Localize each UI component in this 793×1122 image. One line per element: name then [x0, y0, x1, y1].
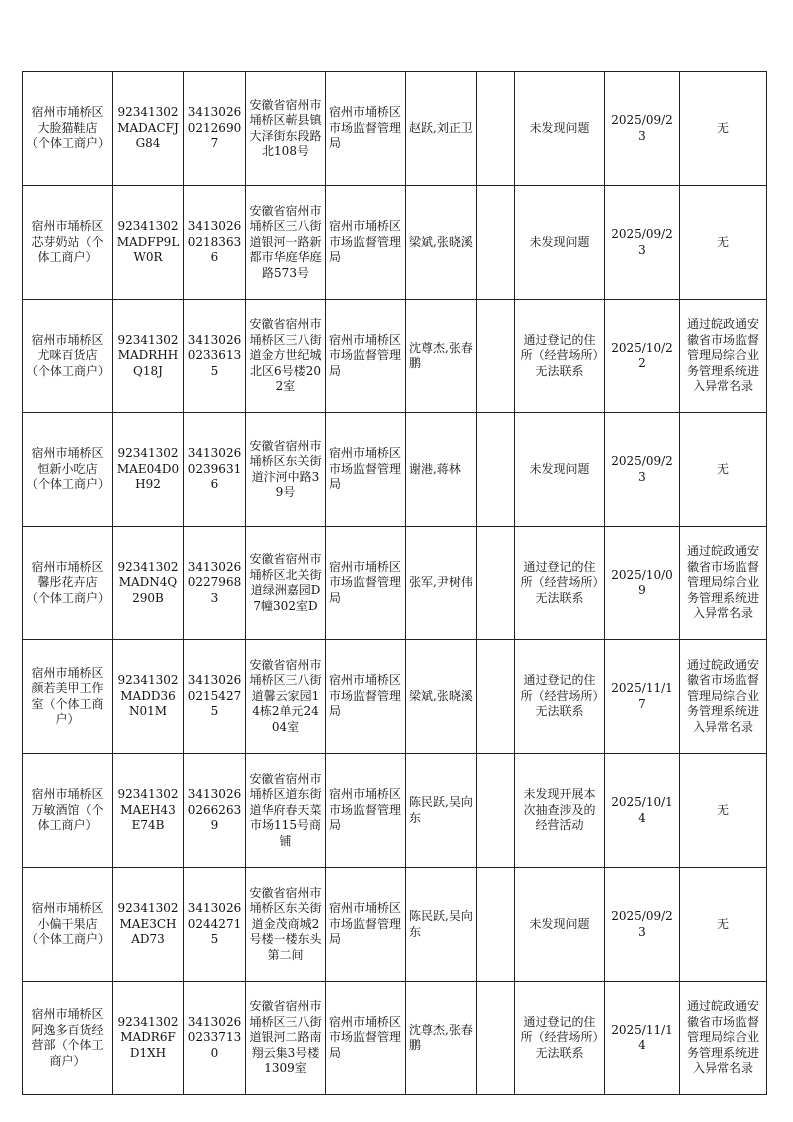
blank-cell	[477, 72, 515, 186]
registration-number: 341302602183636	[184, 186, 246, 300]
inspectors: 沈尊杰,张春鹏	[406, 300, 477, 413]
inspection-result: 未发现问题	[515, 413, 605, 527]
inspection-date: 2025/09/23	[605, 868, 680, 982]
address: 安徽省宿州市埇桥区东关街道金茂商城2号楼一楼东头第二间	[246, 868, 326, 982]
handling-result: 通过皖政通安徽省市场监督管理局综合业务管理系统进入异常名录	[680, 527, 767, 640]
inspection-result: 未发现问题	[515, 186, 605, 300]
inspection-result: 通过登记的住所（经营场所）无法联系	[515, 527, 605, 640]
department: 宿州市埇桥区市场监督管理局	[326, 413, 406, 527]
handling-result: 无	[680, 413, 767, 527]
credit-code: 92341302MADN4Q290B	[113, 527, 184, 640]
handling-result: 通过皖政通安徽省市场监督管理局综合业务管理系统进入异常名录	[680, 300, 767, 413]
business-name: 宿州市埇桥区尤咪百货店（个体工商户）	[23, 300, 113, 413]
handling-result: 无	[680, 72, 767, 186]
inspection-result: 未发现问题	[515, 72, 605, 186]
table-row	[23, 754, 767, 868]
business-name: 宿州市埇桥区恒新小吃店（个体工商户）	[23, 413, 113, 527]
registration-number: 341302602442715	[184, 868, 246, 982]
inspectors: 沈尊杰,张春鹏	[406, 982, 477, 1095]
address: 安徽省宿州市埇桥区北关街道绿洲嘉园D7幢302室D	[246, 527, 326, 640]
table-row	[23, 640, 767, 754]
business-name: 宿州市埇桥区馨彤花卉店（个体工商户）	[23, 527, 113, 640]
inspection-date: 2025/10/22	[605, 300, 680, 413]
table-body	[23, 72, 767, 1095]
inspectors: 张军,尹树伟	[406, 527, 477, 640]
inspectors: 梁斌,张晓溪	[406, 186, 477, 300]
department: 宿州市埇桥区市场监督管理局	[326, 640, 406, 754]
blank-cell	[477, 413, 515, 527]
business-name: 宿州市埇桥区万敏酒馆（个体工商户）	[23, 754, 113, 868]
handling-result: 通过皖政通安徽省市场监督管理局综合业务管理系统进入异常名录	[680, 982, 767, 1095]
blank-cell	[477, 754, 515, 868]
blank-cell	[477, 300, 515, 413]
blank-cell	[477, 640, 515, 754]
blank-cell	[477, 868, 515, 982]
inspectors: 陈民跃,吴向东	[406, 868, 477, 982]
handling-result: 无	[680, 754, 767, 868]
inspection-date: 2025/11/14	[605, 982, 680, 1095]
inspection-date: 2025/09/23	[605, 413, 680, 527]
department: 宿州市埇桥区市场监督管理局	[326, 868, 406, 982]
table-row	[23, 527, 767, 640]
inspectors: 陈民跃,吴向东	[406, 754, 477, 868]
registration-number: 341302602126907	[184, 72, 246, 186]
credit-code: 92341302MAEH43E74B	[113, 754, 184, 868]
registration-number: 341302602154275	[184, 640, 246, 754]
department: 宿州市埇桥区市场监督管理局	[326, 982, 406, 1095]
table-row	[23, 868, 767, 982]
department: 宿州市埇桥区市场监督管理局	[326, 527, 406, 640]
inspection-result: 通过登记的住所（经营场所）无法联系	[515, 300, 605, 413]
registration-number: 341302602662639	[184, 754, 246, 868]
inspection-result: 通过登记的住所（经营场所）无法联系	[515, 982, 605, 1095]
table-row	[23, 300, 767, 413]
address: 安徽省宿州市埇桥区东关街道汴河中路39号	[246, 413, 326, 527]
inspection-date: 2025/09/23	[605, 186, 680, 300]
department: 宿州市埇桥区市场监督管理局	[326, 754, 406, 868]
handling-result: 无	[680, 186, 767, 300]
credit-code: 92341302MADR6FD1XH	[113, 982, 184, 1095]
inspection-date: 2025/11/17	[605, 640, 680, 754]
credit-code: 92341302MADD36N01M	[113, 640, 184, 754]
business-name: 宿州市埇桥区颜若美甲工作室（个体工商户）	[23, 640, 113, 754]
inspection-date: 2025/10/14	[605, 754, 680, 868]
department: 宿州市埇桥区市场监督管理局	[326, 72, 406, 186]
address: 安徽省宿州市埇桥区蕲县镇大泽街东段路北108号	[246, 72, 326, 186]
credit-code: 92341302MADACFJG84	[113, 72, 184, 186]
department: 宿州市埇桥区市场监督管理局	[326, 300, 406, 413]
inspection-results-table	[22, 71, 767, 1095]
address: 安徽省宿州市埇桥区三八街道金方世纪城北区6号楼202室	[246, 300, 326, 413]
inspection-result: 未发现问题	[515, 868, 605, 982]
blank-cell	[477, 527, 515, 640]
credit-code: 92341302MAE04D0H92	[113, 413, 184, 527]
business-name: 宿州市埇桥区大脸猫鞋店（个体工商户）	[23, 72, 113, 186]
inspectors: 谢港,蒋林	[406, 413, 477, 527]
blank-cell	[477, 186, 515, 300]
business-name: 宿州市埇桥区芯芽奶站（个体工商户）	[23, 186, 113, 300]
table-row	[23, 72, 767, 186]
department: 宿州市埇桥区市场监督管理局	[326, 186, 406, 300]
table-row	[23, 413, 767, 527]
handling-result: 通过皖政通安徽省市场监督管理局综合业务管理系统进入异常名录	[680, 640, 767, 754]
inspection-result: 通过登记的住所（经营场所）无法联系	[515, 640, 605, 754]
business-name: 宿州市埇桥区阿逸多百货经营部（个体工商户）	[23, 982, 113, 1095]
table-row	[23, 186, 767, 300]
address: 安徽省宿州市埇桥区三八街道银河二路南翔云集3号楼1309室	[246, 982, 326, 1095]
inspectors: 赵跃,刘正卫	[406, 72, 477, 186]
inspection-date: 2025/09/23	[605, 72, 680, 186]
registration-number: 341302602279683	[184, 527, 246, 640]
address: 安徽省宿州市埇桥区道东街道华府春天菜市场115号商铺	[246, 754, 326, 868]
inspection-result: 未发现开展本次抽查涉及的经营活动	[515, 754, 605, 868]
inspection-date: 2025/10/09	[605, 527, 680, 640]
credit-code: 92341302MADRHHQ18J	[113, 300, 184, 413]
credit-code: 92341302MAE3CHAD73	[113, 868, 184, 982]
handling-result: 无	[680, 868, 767, 982]
inspectors: 梁斌,张晓溪	[406, 640, 477, 754]
business-name: 宿州市埇桥区小偏干果店（个体工商户）	[23, 868, 113, 982]
credit-code: 92341302MADFP9LW0R	[113, 186, 184, 300]
registration-number: 341302602336135	[184, 300, 246, 413]
address: 安徽省宿州市埇桥区三八街道馨云家园14栋2单元2404室	[246, 640, 326, 754]
address: 安徽省宿州市埇桥区三八街道银河一路新都市华庭华庭路573号	[246, 186, 326, 300]
blank-cell	[477, 982, 515, 1095]
table-row	[23, 982, 767, 1095]
registration-number: 341302602396316	[184, 413, 246, 527]
registration-number: 341302602337130	[184, 982, 246, 1095]
